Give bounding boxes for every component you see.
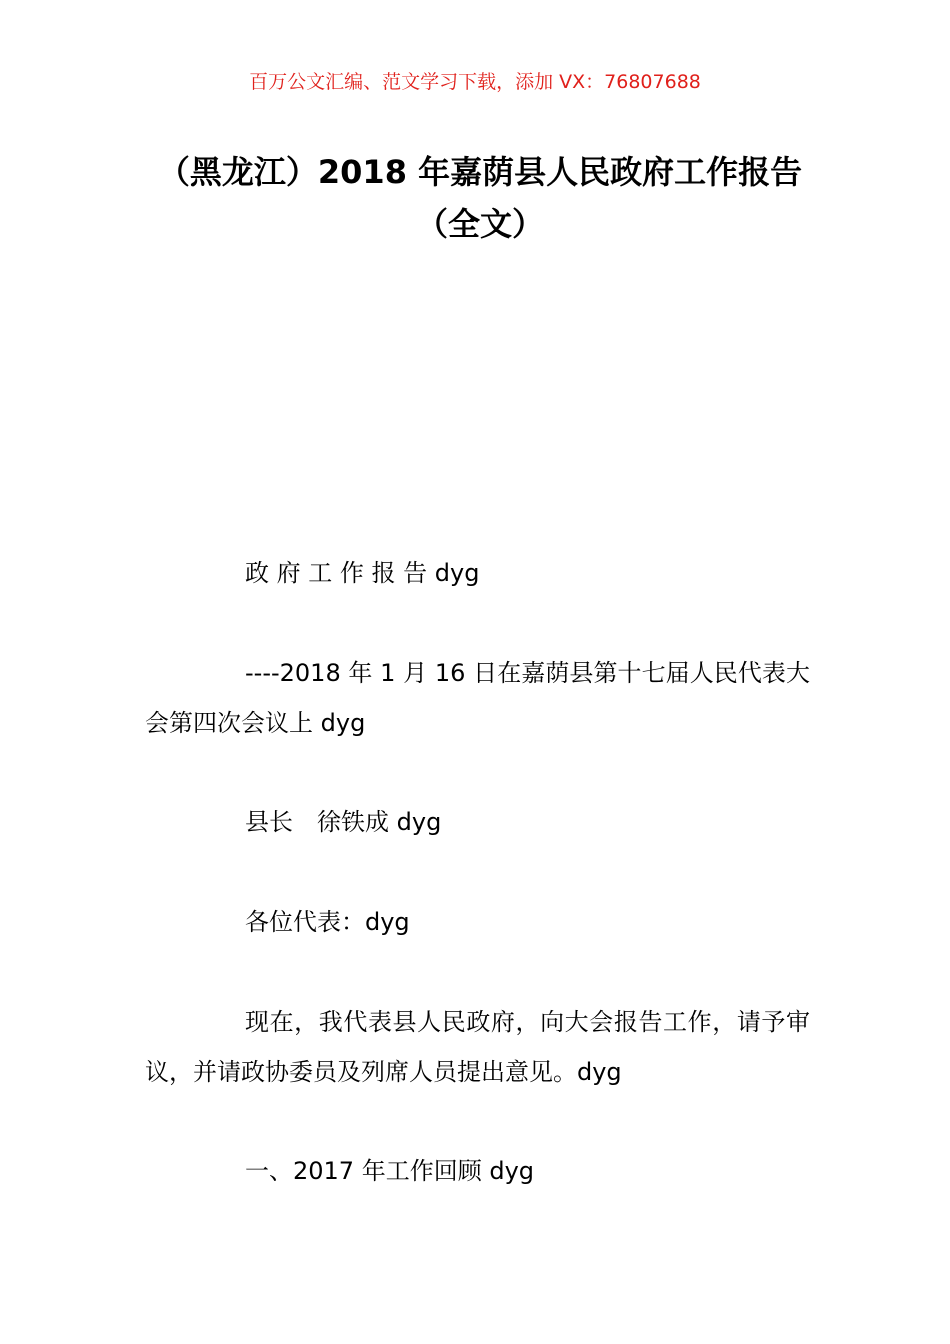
meeting-line: ----2018 年 1 月 16 日在嘉荫县第十七届人民代表大会第四次会议上 dyg	[145, 659, 810, 737]
document-title: （黑龙江）2018 年嘉荫县人民政府工作报告（全文）	[157, 153, 803, 243]
speaker-line: 县长 徐铁成 dyg	[245, 808, 442, 836]
opening-paragraph: 现在，我代表县人民政府，向大会报告工作，请予审议，并请政协委员及列席人员提出意见。dyg	[145, 1008, 810, 1086]
section-heading-one: 一、2017 年工作回顾 dyg	[245, 1157, 535, 1185]
salutation: 各位代表：dyg	[245, 908, 410, 936]
report-heading: 政 府 工 作 报 告 dyg	[245, 559, 480, 587]
header-note: 百万公文汇编、范文学习下载，添加 VX：76807688	[249, 71, 701, 93]
